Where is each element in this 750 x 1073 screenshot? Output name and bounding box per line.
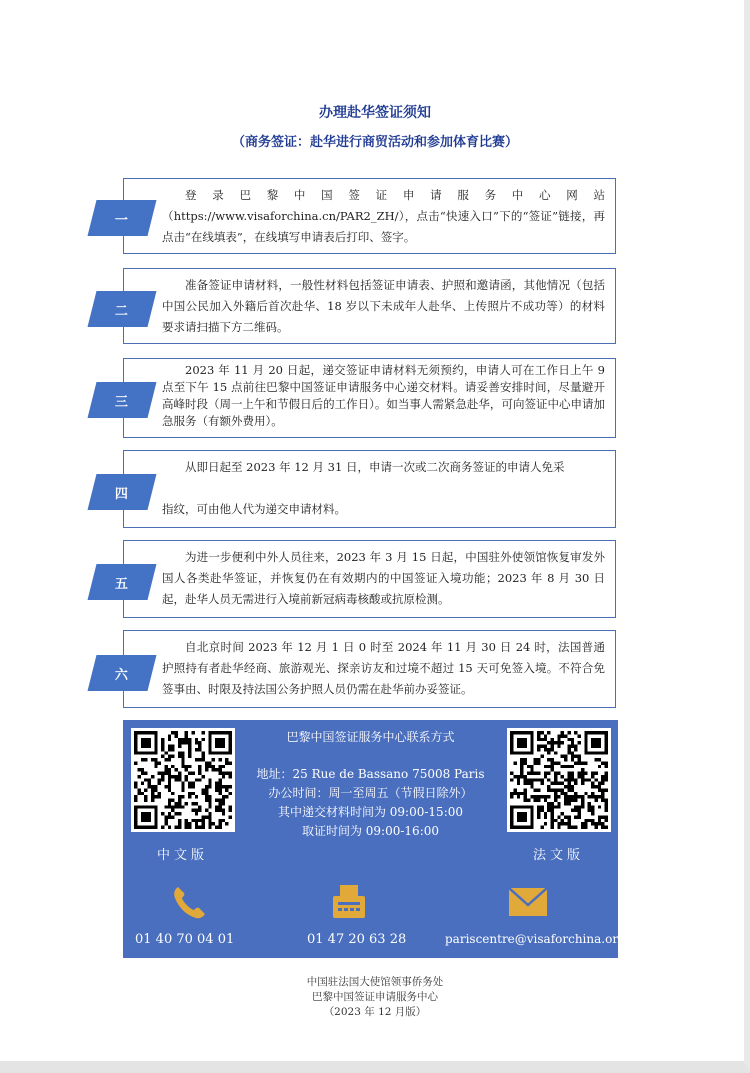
qr-label-chinese: 中文版	[157, 848, 209, 863]
page-subtitle: （商务签证：赴华进行商贸活动和参加体育比赛）	[231, 135, 518, 150]
step-tag-label: 四	[115, 486, 129, 502]
step-tag-label: 五	[115, 576, 129, 592]
step-tag-label: 二	[115, 303, 129, 319]
step-text-3: 2023 年 11 月 20 日起，递交签证申请材料无须预约，申请人可在工作日上午 9 点至下午 15 点前往巴黎中国签证申请服务中心递交材料。请妥善安排时间，尽量避开高峰时段（周一上午和节假日后的工作日）。如当事人需紧急赴华，可向签证中心申请加急服务（有额外费用）。	[162, 363, 605, 428]
phone-icon	[169, 882, 209, 922]
contact-hours: 办公时间：周一至周五（节假日除外）	[268, 786, 473, 800]
step-tag-label: 三	[115, 394, 129, 410]
qr-label-french: 法文版	[533, 848, 585, 863]
step-tag-4	[88, 474, 157, 510]
qr-code-chinese[interactable]	[131, 728, 235, 832]
step-box-1	[123, 178, 616, 254]
fax-icon	[329, 882, 369, 922]
contact-pickup-time: 取证时间为 09:00-16:00	[301, 824, 440, 838]
phone-number-1[interactable]: 01 40 70 04 01	[135, 932, 235, 947]
step-tag-label: 一	[115, 212, 129, 228]
step-tag-label: 六	[115, 667, 129, 683]
step-box-3	[123, 358, 616, 438]
qr-code-french[interactable]	[507, 728, 611, 832]
step-tag-3	[88, 382, 157, 418]
contact-submit-time: 其中递交材料时间为 09:00-15:00	[277, 805, 464, 819]
step-tag-1	[88, 200, 157, 236]
contact-email[interactable]: pariscentre@visaforchina.org	[445, 932, 626, 946]
step-tag-6	[88, 655, 157, 691]
step-box-6	[123, 630, 616, 708]
contact-address: 地址：25 Rue de Bassano 75008 Paris	[256, 767, 485, 781]
step-tag-5	[88, 564, 157, 600]
step-tag-2	[88, 291, 157, 327]
step-text-5: 为进一步便利中外人员往来，2023 年 3 月 15 日起，中国驻外使领馆恢复审发外国人各类赴华签证，并恢复仍在有效期内的中国签证入境功能；2023 年 8 月 30 日起，赴华人员无需进行入境前新冠病毒核酸或抗原检测。	[162, 550, 605, 606]
footer-line-1: 中国驻法国大使馆领事侨务处	[306, 976, 444, 988]
step-text-2: 准备签证申请材料，一般性材料包括签证申请表、护照和邀请函，其他情况（包括中国公民加入外籍后首次赴华、18 岁以下未成年人赴华、上传照片不成功等）的材料要求请扫描下方二维码。	[162, 278, 605, 334]
step-text-6: 自北京时间 2023 年 12 月 1 日 0 时至 2024 年 11 月 30 日 24 时，法国普通护照持有者赴华经商、旅游观光、探亲访友和过境不超过 15 天可免签入境。不符合免签事由、时限及持法国公务护照人员仍需在赴华前办妥签证。	[162, 640, 605, 696]
footer-line-3: （2023 年 12 月版）	[323, 1006, 427, 1018]
step-box-5	[123, 540, 616, 618]
page-title: 办理赴华签证须知	[319, 105, 431, 121]
step-text-4a: 从即日起至 2023 年 12 月 31 日，申请一次或二次商务签证的申请人免采	[185, 460, 565, 474]
step-box-2	[123, 268, 616, 344]
footer-line-2: 巴黎中国签证申请服务中心	[312, 991, 438, 1003]
contact-panel	[123, 720, 626, 958]
step-text-1: 登录巴黎中国签证申请服务中心网站（https://www.visaforchina.cn/PAR2_ZH/），点击“快速入口”下的“签证”链接，再点击“在线填表”，在线填写申请表后打印、签字。	[162, 188, 605, 244]
step-text-4b: 指纹，可由他人代为递交申请材料。	[162, 502, 346, 516]
step-box-4	[123, 450, 616, 528]
mail-icon	[507, 882, 549, 922]
phone-number-2[interactable]: 01 47 20 63 28	[307, 932, 407, 947]
contact-heading: 巴黎中国签证服务中心联系方式	[286, 730, 455, 744]
